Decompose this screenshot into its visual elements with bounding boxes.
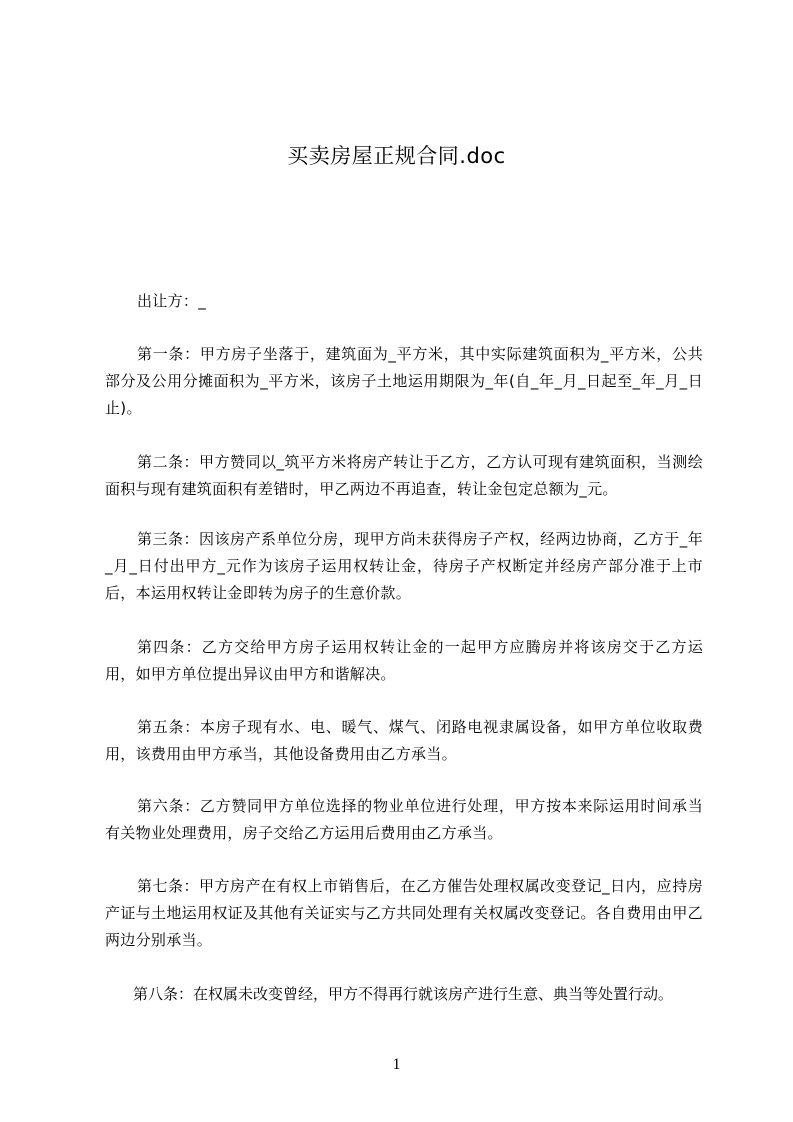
article-8: 第八条：在权属未改变曾经，甲方不得再行就该房产进行生意、典当等处置行动。 bbox=[133, 985, 674, 1003]
page-number: 1 bbox=[392, 1056, 401, 1073]
article-6: 第六条：乙方赞同甲方单位选择的物业单位进行处理，甲方按本来际运用时间承当有关物业处理费用，房子交给乙方运用后费用由乙方承当。 bbox=[105, 797, 703, 842]
document-title: 买卖房屋正规合同.doc bbox=[287, 144, 506, 168]
article-7: 第七条：甲方房产在有权上市销售后，在乙方催告处理权属改变登记_日内，应持房产证与土地运用权证及其他有关证实与乙方共同处理有关权属改变登记。各自费用由甲乙两边分别承当。 bbox=[105, 877, 703, 949]
article-3: 第三条：因该房产系单位分房，现甲方尚未获得房子产权，经两边协商，乙方于_年_月_日付出甲方_元作为该房子运用权转让金，待房子产权断定并经房产部分准于上市后，本运用权转让金即转为房子的生意价款。 bbox=[105, 530, 703, 602]
seller-line: 出让方：_ bbox=[137, 292, 207, 310]
article-2: 第二条：甲方赞同以_筑平方米将房产转让于乙方，乙方认可现有建筑面积，当测绘面积与现有建筑面积有差错时，甲乙两边不再追查，转让金包定总额为_元。 bbox=[105, 453, 703, 498]
article-1: 第一条：甲方房子坐落于，建筑面为_平方米，其中实际建筑面积为_平方米，公共部分及公用分摊面积为_平方米，该房子土地运用期限为_年(自_年_月_日起至_年_月_日止)。 bbox=[105, 345, 703, 417]
article-4: 第四条：乙方交给甲方房子运用权转让金的一起甲方应腾房并将该房交于乙方运用，如甲方单位提出异议由甲方和谐解决。 bbox=[105, 638, 703, 683]
article-5: 第五条：本房子现有水、电、暖气、煤气、闭路电视隶属设备，如甲方单位收取费用，该费用由甲方承当，其他设备费用由乙方承当。 bbox=[105, 718, 703, 763]
